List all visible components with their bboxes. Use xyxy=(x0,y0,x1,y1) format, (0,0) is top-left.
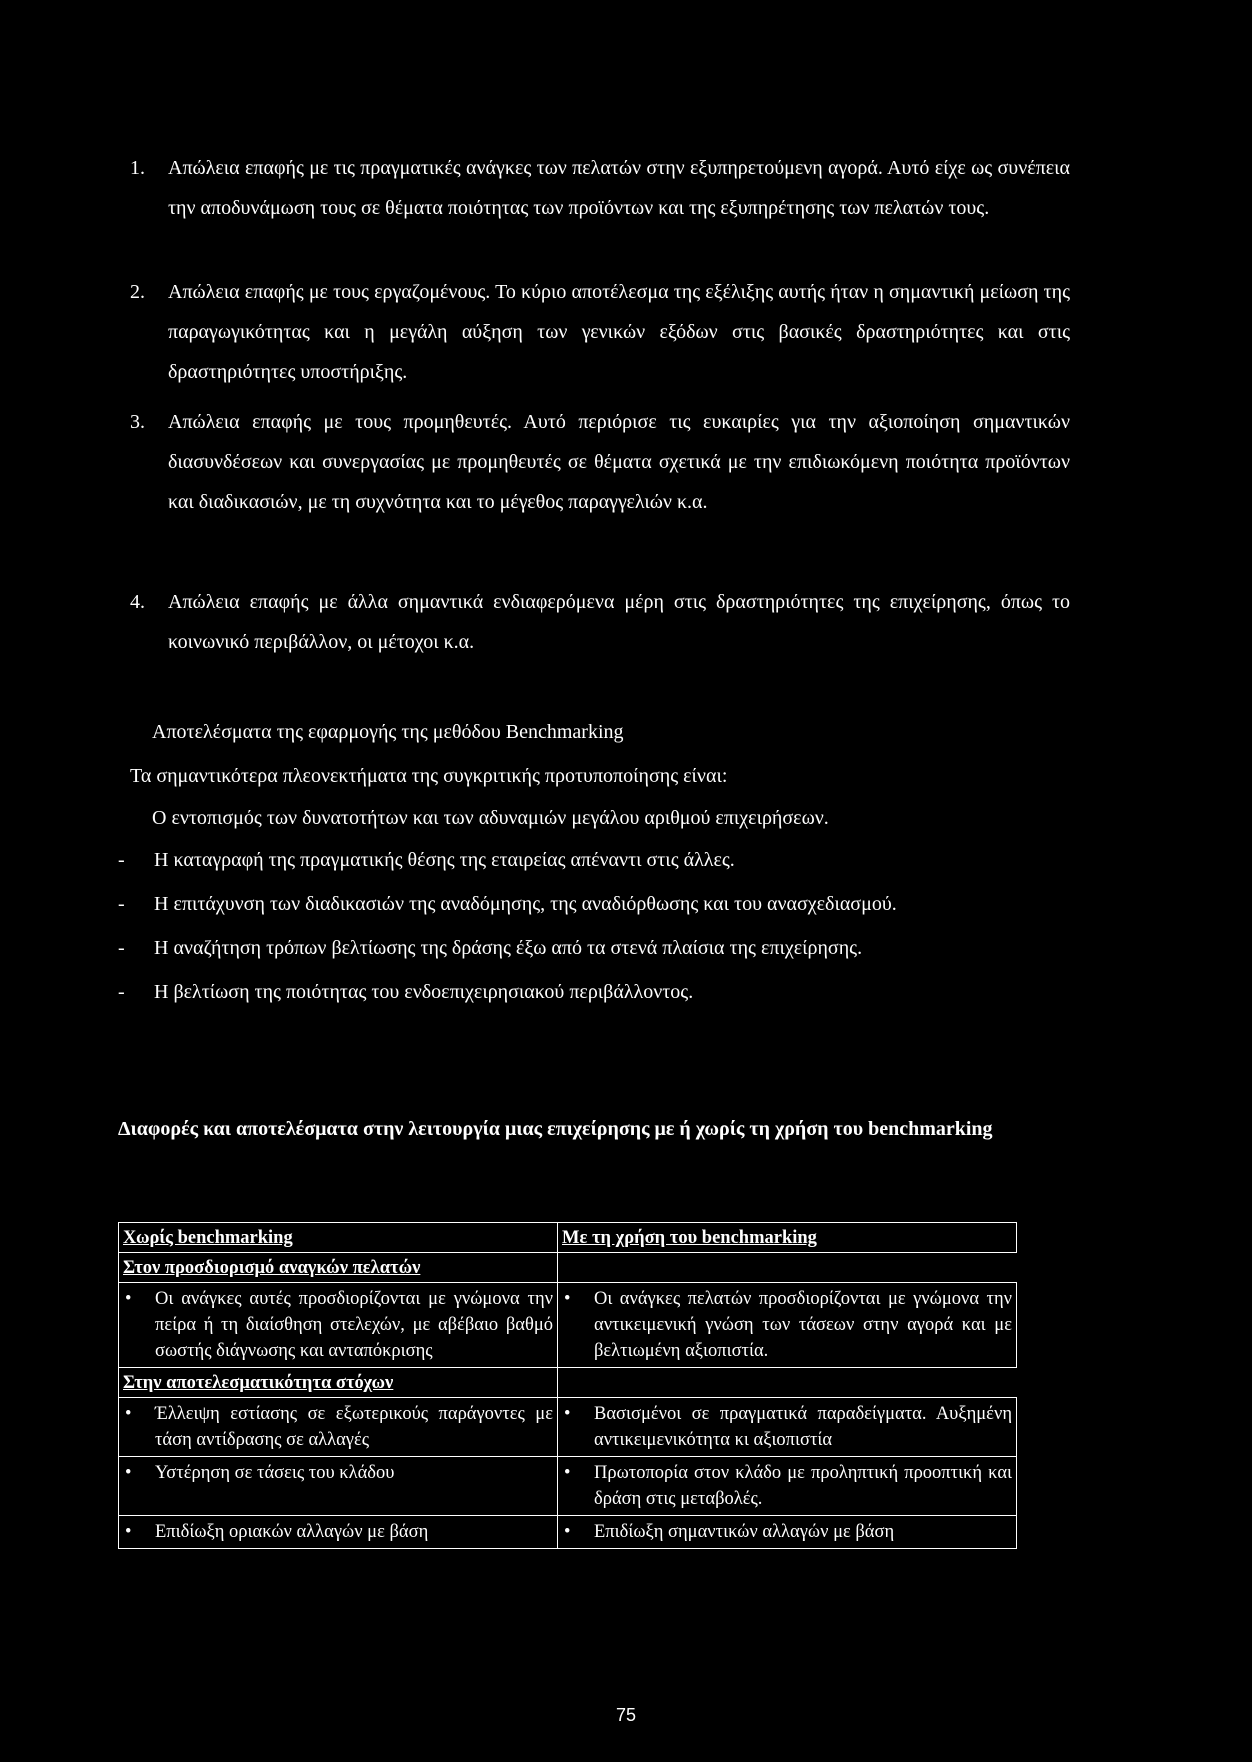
comparison-table xyxy=(118,1222,1017,1549)
cell-text: Πρωτοπορία στον κλάδο με προληπτική προοπτική και δράση στις μεταβολές. xyxy=(594,1463,1012,1509)
table-row xyxy=(119,1516,1017,1549)
bullet-text: Η αναζήτηση τρόπων βελτίωσης της δράσης έξω από τα στενά πλαίσια της επιχείρησης. xyxy=(154,937,863,959)
bullet-dot: • xyxy=(564,1404,571,1424)
table-section-row xyxy=(119,1253,1017,1283)
bullet-text: Η καταγραφή της πραγματικής θέσης της εταιρείας απέναντι στις άλλες. xyxy=(154,849,735,871)
empty-cell xyxy=(558,1253,1017,1283)
table-header-row xyxy=(119,1223,1017,1253)
table-cell xyxy=(558,1457,1017,1516)
page-number: 75 xyxy=(615,1705,637,1725)
table-section-row xyxy=(119,1368,1017,1398)
bullet-dot: • xyxy=(125,1404,132,1424)
cell-text: Έλλειψη εστίασης σε εξωτερικούς παράγοντες με τάση αντίδρασης σε αλλαγές xyxy=(155,1404,553,1450)
cell-text: Οι ανάγκες αυτές προσδιορίζονται με γνώμονα την πείρα ή τη διαίσθηση στελεχών, με αβέβαιο βαθμό σωστής διάγνωσης και ανταπόκρισης xyxy=(155,1289,553,1361)
section-heading: Διαφορές και αποτελέσματα στην λειτουργία μιας επιχείρησης με ή χωρίς τη χρήση του benchmarking xyxy=(118,1118,993,1140)
table-cell xyxy=(119,1516,558,1549)
results-intro: Τα σημαντικότερα πλεονεκτήματα της συγκριτικής προτυποποίησης είναι: xyxy=(130,765,728,787)
item-number: 4. xyxy=(130,591,145,613)
cell-text: Επιδίωξη σημαντικών αλλαγών με βάση xyxy=(594,1522,895,1542)
column-header: Με τη χρήση του benchmarking xyxy=(558,1223,1017,1253)
bullet-dot: • xyxy=(564,1522,571,1542)
numbered-item-1 xyxy=(130,148,1070,228)
table-cell xyxy=(119,1457,558,1516)
bullet-dot: • xyxy=(564,1463,571,1483)
table-row xyxy=(119,1398,1017,1457)
table-cell xyxy=(558,1283,1017,1368)
numbered-item-3 xyxy=(130,402,1070,522)
dash-bullet: - xyxy=(118,893,125,915)
numbered-item-4 xyxy=(130,582,1070,662)
cell-text: Βασισμένοι σε πραγματικά παραδείγματα. Αυξημένη αντικειμενικότητα κι αξιοπιστία xyxy=(594,1404,1012,1450)
list-item xyxy=(118,972,1068,1012)
item-text: Απώλεια επαφής με τους προμηθευτές. Αυτό περιόρισε τις ευκαιρίες για την αξιοποίηση σημαντικών διασυνδέσεων και συνεργασίας με προμηθευτές σε θέματα σχετικά με την επιδιωκόμενη ποιότητα προϊόντων και διαδικασιών, με τη συχνότητα και το μέγεθος παραγγελιών κ.α. xyxy=(168,411,1070,513)
results-lead: Ο εντοπισμός των δυνατοτήτων και των αδυναμιών μεγάλου αριθμού επιχειρήσεων. xyxy=(152,807,829,829)
section-title: Στην αποτελεσματικότητα στόχων xyxy=(119,1368,558,1398)
item-number: 3. xyxy=(130,411,145,433)
item-number: 2. xyxy=(130,281,145,303)
numbered-item-2 xyxy=(130,272,1070,392)
list-item xyxy=(118,928,1068,968)
table-row xyxy=(119,1283,1017,1368)
dash-bullet: - xyxy=(118,849,125,871)
column-header: Χωρίς benchmarking xyxy=(119,1223,558,1253)
bullet-dot: • xyxy=(125,1289,132,1309)
section-title: Στον προσδιορισμό αναγκών πελατών xyxy=(119,1253,558,1283)
dash-bullet: - xyxy=(118,937,125,959)
bullet-dot: • xyxy=(564,1289,571,1309)
cell-text: Επιδίωξη οριακών αλλαγών με βάση xyxy=(155,1522,429,1542)
item-text: Απώλεια επαφής με άλλα σημαντικά ενδιαφερόμενα μέρη στις δραστηριότητες της επιχείρησης, όπως το κοινωνικό περιβάλλον, οι μέτοχοι κ.α. xyxy=(168,591,1070,653)
table-cell xyxy=(558,1516,1017,1549)
dash-bullet: - xyxy=(118,981,125,1003)
bullet-text: Η βελτίωση της ποιότητας του ενδοεπιχειρησιακού περιβάλλοντος. xyxy=(154,981,694,1003)
table-cell xyxy=(558,1398,1017,1457)
results-bullets xyxy=(118,840,1068,1016)
table-cell xyxy=(119,1398,558,1457)
results-title: Αποτελέσματα της εφαρμογής της μεθόδου Benchmarking xyxy=(152,721,624,743)
list-item xyxy=(118,884,1068,924)
bullet-text: Η επιτάχυνση των διαδικασιών της αναδόμησης, της αναδιόρθωσης και του ανασχεδιασμού. xyxy=(154,893,897,915)
bullet-dot: • xyxy=(125,1522,132,1542)
item-text: Απώλεια επαφής με τις πραγματικές ανάγκες των πελατών στην εξυπηρετούμενη αγορά. Αυτό είχε ως συνέπεια την αποδυνάμωση τους σε θέματα ποιότητας των προϊόντων και της εξυπηρέτησης των πελατών τους. xyxy=(168,157,1070,219)
list-item xyxy=(118,840,1068,880)
bullet-dot: • xyxy=(125,1463,132,1483)
item-number: 1. xyxy=(130,157,145,179)
table-cell xyxy=(119,1283,558,1368)
cell-text: Υστέρηση σε τάσεις του κλάδου xyxy=(155,1463,395,1483)
item-text: Απώλεια επαφής με τους εργαζομένους. Το κύριο αποτέλεσμα της εξέλιξης αυτής ήταν η σημαντική μείωση της παραγωγικότητας και η μεγάλη αύξηση των γενικών εξόδων στις βασικές δραστηριότητες και στις δραστηριότητες υποστήριξης. xyxy=(168,281,1070,383)
table-row xyxy=(119,1457,1017,1516)
empty-cell xyxy=(558,1368,1017,1398)
cell-text: Οι ανάγκες πελατών προσδιορίζονται με γνώμονα την αντικειμενική γνώση των τάσεων στην αγορά και με βελτιωμένη αξιοπιστία. xyxy=(594,1289,1012,1361)
